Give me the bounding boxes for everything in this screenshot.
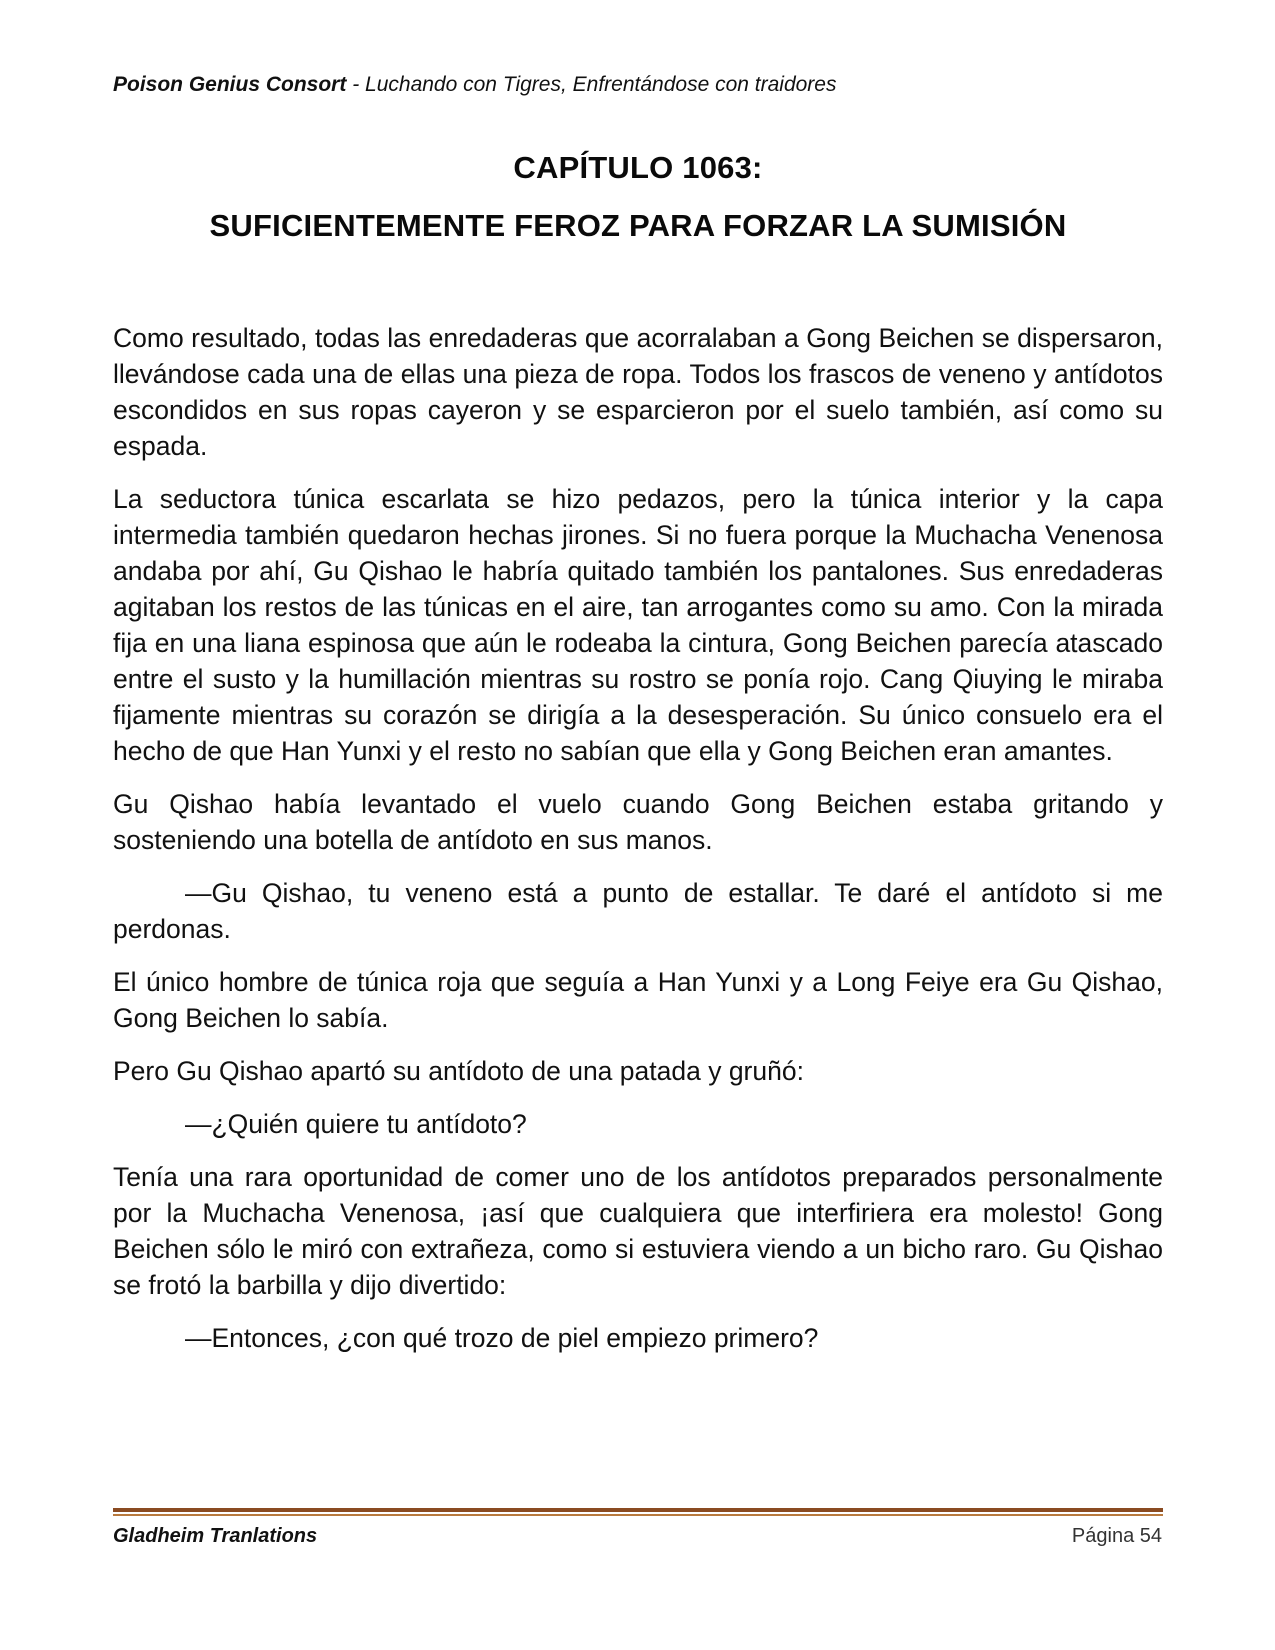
volume-title: Luchando con Tigres, Enfrentándose con traidores: [365, 73, 837, 96]
book-title: Poison Genius Consort: [113, 73, 347, 96]
footer-rule-thin: [113, 1514, 1163, 1516]
chapter-title: SUFICIENTEMENTE FEROZ PARA FORZAR LA SUMISIÓN: [209, 208, 1067, 243]
page-number: Página 54: [1071, 1525, 1162, 1547]
paragraph: La seductora túnica escarlata se hizo pedazos, pero la túnica interior y la capa intermedia también quedaron hechas jirones. Si no fuera porque la Muchacha Venenosa andaba por ahí, Gu Qishao le habría quitado también los pantalones. Sus enredaderas agitaban los restos de las túnicas en el aire, tan arrogantes como su amo. Con la mirada fija en una liana espinosa que aún le rodeaba la cintura, Gong Beichen parecía atascado entre el susto y la humillación mientras su rostro se ponía rojo. Cang Qiuying le miraba fijamente mientras su corazón se dirigía a la desesperación. Su único consuelo era el hecho de que Han Yunxi y el resto no sabían que ella y Gong Beichen eran amantes.: [113, 484, 1163, 766]
header-separator: -: [346, 73, 366, 96]
paragraph: El único hombre de túnica roja que seguía a Han Yunxi y a Long Feiye era Gu Qishao, Gong Beichen lo sabía.: [113, 967, 1163, 1033]
paragraph: Tenía una rara oportunidad de comer uno de los antídotos preparados personalmente por la Muchacha Venenosa, ¡así que cualquiera que interfiriera era molesto! Gong Beichen sólo le miró con extrañeza, como si estuviera viendo a un bicho raro. Gu Qishao se frotó la barbilla y dijo divertido:: [113, 1162, 1163, 1300]
dialogue-paragraph: —¿Quién quiere tu antídoto?: [185, 1109, 527, 1139]
dialogue-paragraph: —Gu Qishao, tu veneno está a punto de estallar. Te daré el antídoto si me perdonas.: [113, 878, 1163, 944]
paragraph: Como resultado, todas las enredaderas que acorralaban a Gong Beichen se dispersaron, llevándose cada una de ellas una pieza de ropa. Todos los frascos de veneno y antídotos escondidos en sus ropas cayeron y se esparcieron por el suelo también, así como su espada.: [113, 323, 1163, 461]
chapter-body: [113, 320, 1163, 1373]
publisher-name: Gladheim Tranlations: [113, 1525, 318, 1547]
running-header: [113, 73, 1163, 97]
footer-rule-thick: [113, 1508, 1163, 1512]
chapter-number: CAPÍTULO 1063:: [513, 150, 763, 185]
paragraph: Gu Qishao había levantado el vuelo cuando Gong Beichen estaba gritando y sosteniendo una botella de antídoto en sus manos.: [113, 789, 1163, 855]
dialogue-paragraph: —Entonces, ¿con qué trozo de piel empiezo primero?: [185, 1323, 819, 1353]
paragraph: Pero Gu Qishao apartó su antídoto de una patada y gruñó:: [113, 1056, 804, 1086]
